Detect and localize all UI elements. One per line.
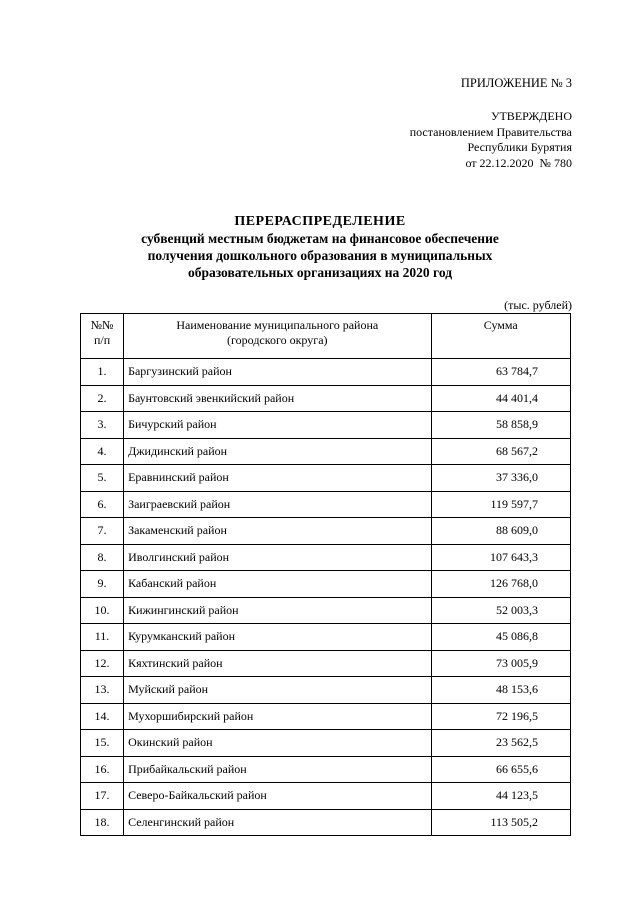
unit-label: (тыс. рублей) [504, 298, 572, 312]
table-row [81, 624, 571, 651]
district-name-cell: Бичурский район [124, 412, 431, 439]
table-row [81, 465, 571, 492]
amount-cell: 119 597,7 [431, 491, 571, 518]
amount-cell: 107 643,3 [431, 544, 571, 571]
row-number-cell: 4. [81, 438, 124, 465]
table-row [81, 385, 571, 412]
amount-cell: 73 005,9 [431, 650, 571, 677]
amount-cell: 44 401,4 [431, 385, 571, 412]
amount-cell: 45 086,8 [431, 624, 571, 651]
row-number-cell: 8. [81, 544, 124, 571]
table-row [81, 438, 571, 465]
district-name-cell: Джидинский район [124, 438, 431, 465]
district-name-cell: Кижингинский район [124, 597, 431, 624]
amount-cell: 52 003,3 [431, 597, 571, 624]
row-number-cell: 10. [81, 597, 124, 624]
row-number-cell: 6. [81, 491, 124, 518]
table-row [81, 491, 571, 518]
title-line: субвенций местным бюджетам на финансовое обеспечение [141, 231, 499, 246]
table-row [81, 518, 571, 545]
district-name-cell: Северо-Байкальский район [124, 783, 431, 810]
table-row [81, 809, 571, 836]
row-number-cell: 1. [81, 359, 124, 386]
table-row [81, 756, 571, 783]
table-row [81, 544, 571, 571]
district-name-cell: Заиграевский район [124, 491, 431, 518]
row-number-cell: 2. [81, 385, 124, 412]
document-title [0, 213, 640, 281]
row-number-cell: 16. [81, 756, 124, 783]
approval-block [410, 109, 572, 171]
row-number-cell: 5. [81, 465, 124, 492]
table-row [81, 571, 571, 598]
title-main: ПЕРЕРАСПРЕДЕЛЕНИЕ [234, 214, 406, 229]
district-name-cell: Еравнинский район [124, 465, 431, 492]
table-row [81, 703, 571, 730]
district-name-cell: Закаменский район [124, 518, 431, 545]
table-row [81, 783, 571, 810]
table-row [81, 650, 571, 677]
amount-cell: 126 768,0 [431, 571, 571, 598]
row-number-cell: 9. [81, 571, 124, 598]
table-row [81, 412, 571, 439]
district-name-cell: Иволгинский район [124, 544, 431, 571]
amount-cell: 72 196,5 [431, 703, 571, 730]
amount-cell: 66 655,6 [431, 756, 571, 783]
row-number-cell: 14. [81, 703, 124, 730]
header-name-line1: Наименование муниципального района [176, 318, 379, 332]
amount-cell: 88 609,0 [431, 518, 571, 545]
amount-cell: 44 123,5 [431, 783, 571, 810]
amount-cell: 37 336,0 [431, 465, 571, 492]
table-row [81, 359, 571, 386]
district-name-cell: Мухоршибирский район [124, 703, 431, 730]
table-row [81, 677, 571, 704]
distribution-table [80, 313, 571, 836]
row-number-cell: 7. [81, 518, 124, 545]
title-line: получения дошкольного образования в муниципальных [147, 248, 493, 263]
table-row [81, 730, 571, 757]
row-number-cell: 13. [81, 677, 124, 704]
header-num [81, 314, 124, 359]
header-sum: Сумма [431, 314, 571, 359]
header-num-line1: №№ [90, 318, 114, 332]
approval-line: от 22.12.2020 № 780 [465, 155, 572, 170]
district-name-cell: Окинский район [124, 730, 431, 757]
amount-cell: 68 567,2 [431, 438, 571, 465]
row-number-cell: 12. [81, 650, 124, 677]
appendix-label: ПРИЛОЖЕНИЕ № 3 [460, 76, 572, 90]
header-num-line2: п/п [93, 333, 111, 347]
table-body [81, 359, 571, 836]
district-name-cell: Баргузинский район [124, 359, 431, 386]
district-name-cell: Баунтовский эвенкийский район [124, 385, 431, 412]
district-name-cell: Кабанский район [124, 571, 431, 598]
table-header-row [81, 314, 571, 359]
amount-cell: 23 562,5 [431, 730, 571, 757]
amount-cell: 48 153,6 [431, 677, 571, 704]
row-number-cell: 3. [81, 412, 124, 439]
district-name-cell: Прибайкальский район [124, 756, 431, 783]
approval-line: Республики Бурятия [467, 140, 572, 154]
row-number-cell: 17. [81, 783, 124, 810]
district-name-cell: Курумканский район [124, 624, 431, 651]
header-name-line2: (городского округа) [227, 333, 328, 347]
district-name-cell: Селенгинский район [124, 809, 431, 836]
title-line: образовательных организациях на 2020 год [187, 265, 453, 280]
amount-cell: 63 784,7 [431, 359, 571, 386]
table-row [81, 597, 571, 624]
row-number-cell: 11. [81, 624, 124, 651]
approval-line: УТВЕРЖДЕНО [490, 109, 572, 123]
header-name [124, 314, 431, 359]
row-number-cell: 15. [81, 730, 124, 757]
approval-line: постановлением Правительства [409, 124, 572, 139]
amount-cell: 58 858,9 [431, 412, 571, 439]
amount-cell: 113 505,2 [431, 809, 571, 836]
district-name-cell: Кяхтинский район [124, 650, 431, 677]
row-number-cell: 18. [81, 809, 124, 836]
district-name-cell: Муйский район [124, 677, 431, 704]
